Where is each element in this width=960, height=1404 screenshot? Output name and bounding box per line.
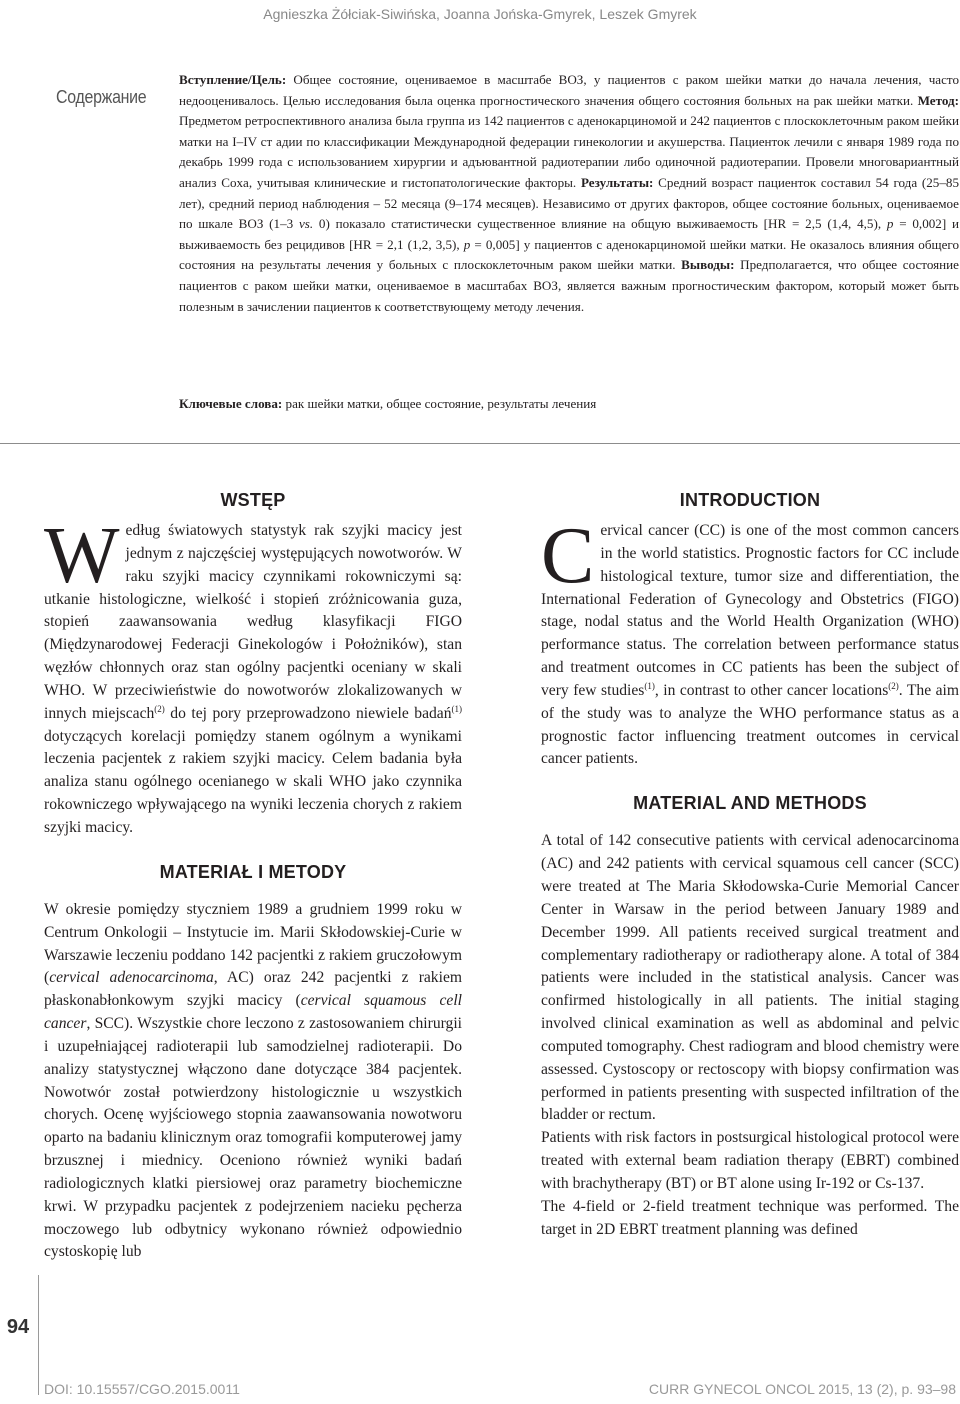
term-adenocarcinoma: cervical adenocarcinoma (49, 969, 214, 987)
english-intro (541, 512, 959, 771)
keywords-text: рак шейки матки, общее состояние, результаты лечения (282, 396, 597, 411)
abstract-p-value-label-2: p (463, 236, 471, 252)
abstract-intro-text: Общее состояние, оцениваемое в масштабе ВОЗ, у пациентов с раком шейки матки до начала лечения, часто недооценивалось. Целью исследования была оценка прогностического значения общего состояния больных на рак шейки матки. (179, 72, 959, 108)
english-methods-paragraph-3: The 4-field or 2-field treatment technique was performed. The target in 2D EBRT treatment planning was defined (541, 1197, 959, 1238)
citation-1-en: (1) (644, 680, 655, 691)
english-intro-text-a: ervical cancer (CC) is one of the most common cancers in the world statistics. Prognostic factors for CC include histological texture, tumor size and differentiation, the International Federation of Gynecology and Obstetrics (FIGO) stage, nodal status and the World Health Organization (WHO) performance status. The correlation between performance status and treatment outcomes in CC patients has been the subject of very few studies (541, 522, 959, 699)
english-methods (541, 830, 959, 1241)
abstract-conclusion-text: Предполагается, что общее состояние пациентов с раком шейки матки, оцениваемое в масштабах ВОЗ, является важным прогностическим фактором, который может быть полезным в зачислении пациентов к соответствующему методу лечения. (179, 257, 959, 314)
polish-methods-paragraph (44, 899, 462, 1265)
abstract-results-text-2: 0) показало статистически существенное влияние на общую выживаемость [HR = 2,5 (1,4, 4,5), (313, 216, 887, 232)
abstract-conclusion-label: Выводы: (681, 257, 735, 273)
polish-intro-paragraph (44, 512, 463, 840)
english-methods-paragraph-2: Patients with risk factors in postsurgical histological protocol were treated with external beam radiation therapy (EBRT) combined with brachytherapy (BT) or BT alone using Ir-192 or Cs-137. (541, 1129, 959, 1192)
english-intro-text-b: , in contrast to other cancer locations (654, 681, 889, 699)
heading-material-and-methods: MATERIAL AND METHODS (633, 793, 867, 814)
abstract-method-text: Предметом ретроспективного анализа была группа из 142 пациентов с аденокарциномой и 242 пациентов с плоскоклеточным раком шейки матки на I–IV ст адии по классификации Международной федерации гинекологии и акушерства. Пациенток лечили с января 1989 года по декабрь 1999 года с использованием хирургии и адъювантной радиотерапии либо одиночной радиотерапии. Провели многовариантный анализ Coxa, учитывая клинические и гистопатологические факторы. (179, 113, 959, 190)
dropcap-c: C (541, 512, 595, 600)
dropcap-w: W (44, 512, 120, 600)
toc-label: Содержание (56, 86, 147, 107)
polish-intro-text-b: do tej pory przeprowadzono niewiele badań (164, 704, 452, 722)
citation-2-en: (2) (888, 680, 899, 691)
abstract-p2-text: = 0,005] у пациентов с аденокарциномой шейки матки. Не оказалось влияния общего состояния на результаты лечения у больных с плоскоклеточным раком шейки матки. (179, 236, 959, 273)
abstract-results-label: Результаты: (580, 174, 654, 190)
english-column (541, 490, 959, 1241)
footer-doi: DOI: 10.15557/CGO.2015.0011 (44, 1381, 240, 1397)
english-intro-text-c: . The aim of the study was to analyze the WHO performance status as a prognostic factor influencing treatment outcomes in cervical cancer patients. (541, 681, 959, 768)
english-intro-paragraph (541, 512, 959, 771)
heading-wstep: WSTĘP (220, 490, 286, 510)
keywords (179, 394, 959, 415)
polish-intro-text-c: dotyczących korelacji pomiędzy stanem ogólnym a wynikami leczenia pacjentek z rakiem szyjki macicy. Celem badania była analiza stanu ogólnego ocenianego w skali WHO jako czynnika rokowniczego wpływającego na wyniki leczenia chorych z rakiem szyjki macicy. (44, 727, 462, 836)
abstract-p1-text: = 0,002] и выживаемость без рецидивов [HR = 2,1 (1,2, 3,5), (179, 216, 959, 252)
russian-abstract (179, 70, 959, 317)
polish-methods (44, 899, 462, 1265)
citation-1: (1) (451, 703, 463, 714)
polish-methods-text-b: , AC) oraz 242 pacjentki z rakiem płaskonabłonkowym szyjki macicy ( (44, 969, 462, 1010)
english-methods-paragraph-1: A total of 142 consecutive patients with cervical adenocarcinoma (AC) and 242 patients with cervical squamous cell cancer (SCC) were treated at The Maria Skłodowska-Curie Memorial Cancer Center in Warsaw in the period between January 1989 and December 1999. All patients received surgical treatment and complementary radiotherapy or radiotherapy alone. A total of 384 patients were included in the statistical analysis. Cancer was confirmed histologically in all patients. The initial staging involved clinical examination as well as abdominal and pelvic computed tomography. Chest radiogram and blood chemistry were assessed. Cystoscopy or rectoscopy with biopsy confirmation was performed in patients presenting with suspected infiltration of the bladder or rectum. (541, 832, 959, 1124)
footer-journal: CURR GYNECOL ONCOL 2015, 13 (2), p. 93–98 (648, 1381, 956, 1397)
polish-intro (44, 512, 463, 840)
term-squamous: cervical squamous cell cancer (44, 992, 462, 1033)
keywords-label: Ключевые слова: (179, 396, 283, 411)
citation-2: (2) (154, 703, 165, 714)
abstract-results-text: Средний возраст пациенток составил 54 года (25–85 лет), средний период наблюдения – 52 месяца (9–174 месяцев). Независимо от других факторов, общее состояние больных, оцениваемое по шкале ВОЗ (1–3 (179, 174, 959, 232)
page-number-rule (38, 1275, 39, 1395)
polish-methods-text-a: W okresie pomiędzy styczniem 1989 a grudniem 1999 roku w Centrum Onkologii – Instytucie im. Marii Skłodowskiej-Curie w Warszawie leczeniu poddano 142 pacjentki z rakiem gruczołowym ( (44, 900, 462, 987)
abstract-p-value-label: p (886, 216, 894, 232)
section-divider (0, 443, 960, 444)
heading-introduction: INTRODUCTION (679, 490, 821, 510)
polish-methods-text-c: , SCC). Wszystkie chore leczono z zastosowaniem chirurgii i uzupełniającej radioterapii lub samodzielnej radioterapii. Do analizy statystycznej włączono dane dotyczące 384 pacjentek. Nowotwór został potwierdzony histologicznie u wszystkich chorych. Ocenę wyjściowego stopnia zaawansowania nowotworu oparto na badaniu klinicznym oraz tomografii komputerowej jamy brzusznej i miednicy. Oceniono również wyniki badań radiologicznych klatki piersiowej oraz parametry biochemiczne krwi. W przypadku pacjentek z podejrzeniem nacieku pęcherza moczowego lub odbytnicy wykonano również odpowiednio cystoskopię lub (44, 1015, 462, 1261)
running-head: Agnieszka Żółciak-Siwińska, Joanna Jońska-Gmyrek, Leszek Gmyrek (263, 6, 697, 22)
abstract-vs: vs. (298, 216, 314, 232)
abstract-intro-label: Вступление/Цель: (179, 72, 287, 87)
abstract-method-label: Метод: (917, 92, 959, 108)
polish-intro-text-a: edług światowych statystyk rak szyjki macicy jest jednym z najczęściej występujących nowotworów. W raku szyjki macicy czynnikami rokowniczymi są: utkanie histologiczne, wielkość i stopień zróżnicowania guza, stopień zaawansowania według klasyfikacji FIGO (Międzynarodowej Federacji Ginekologów i Położników), stan węzłów chłonnych oraz stan ogólny pacjentki oceniany w skali WHO. W przeciwieństwie do nowotworów zlokalizowanych w innych miejscach (44, 522, 462, 722)
heading-material-i-metody: MATERIAŁ I METODY (159, 861, 347, 882)
polish-column (44, 490, 462, 1264)
page-number: 94 (6, 1316, 30, 1338)
